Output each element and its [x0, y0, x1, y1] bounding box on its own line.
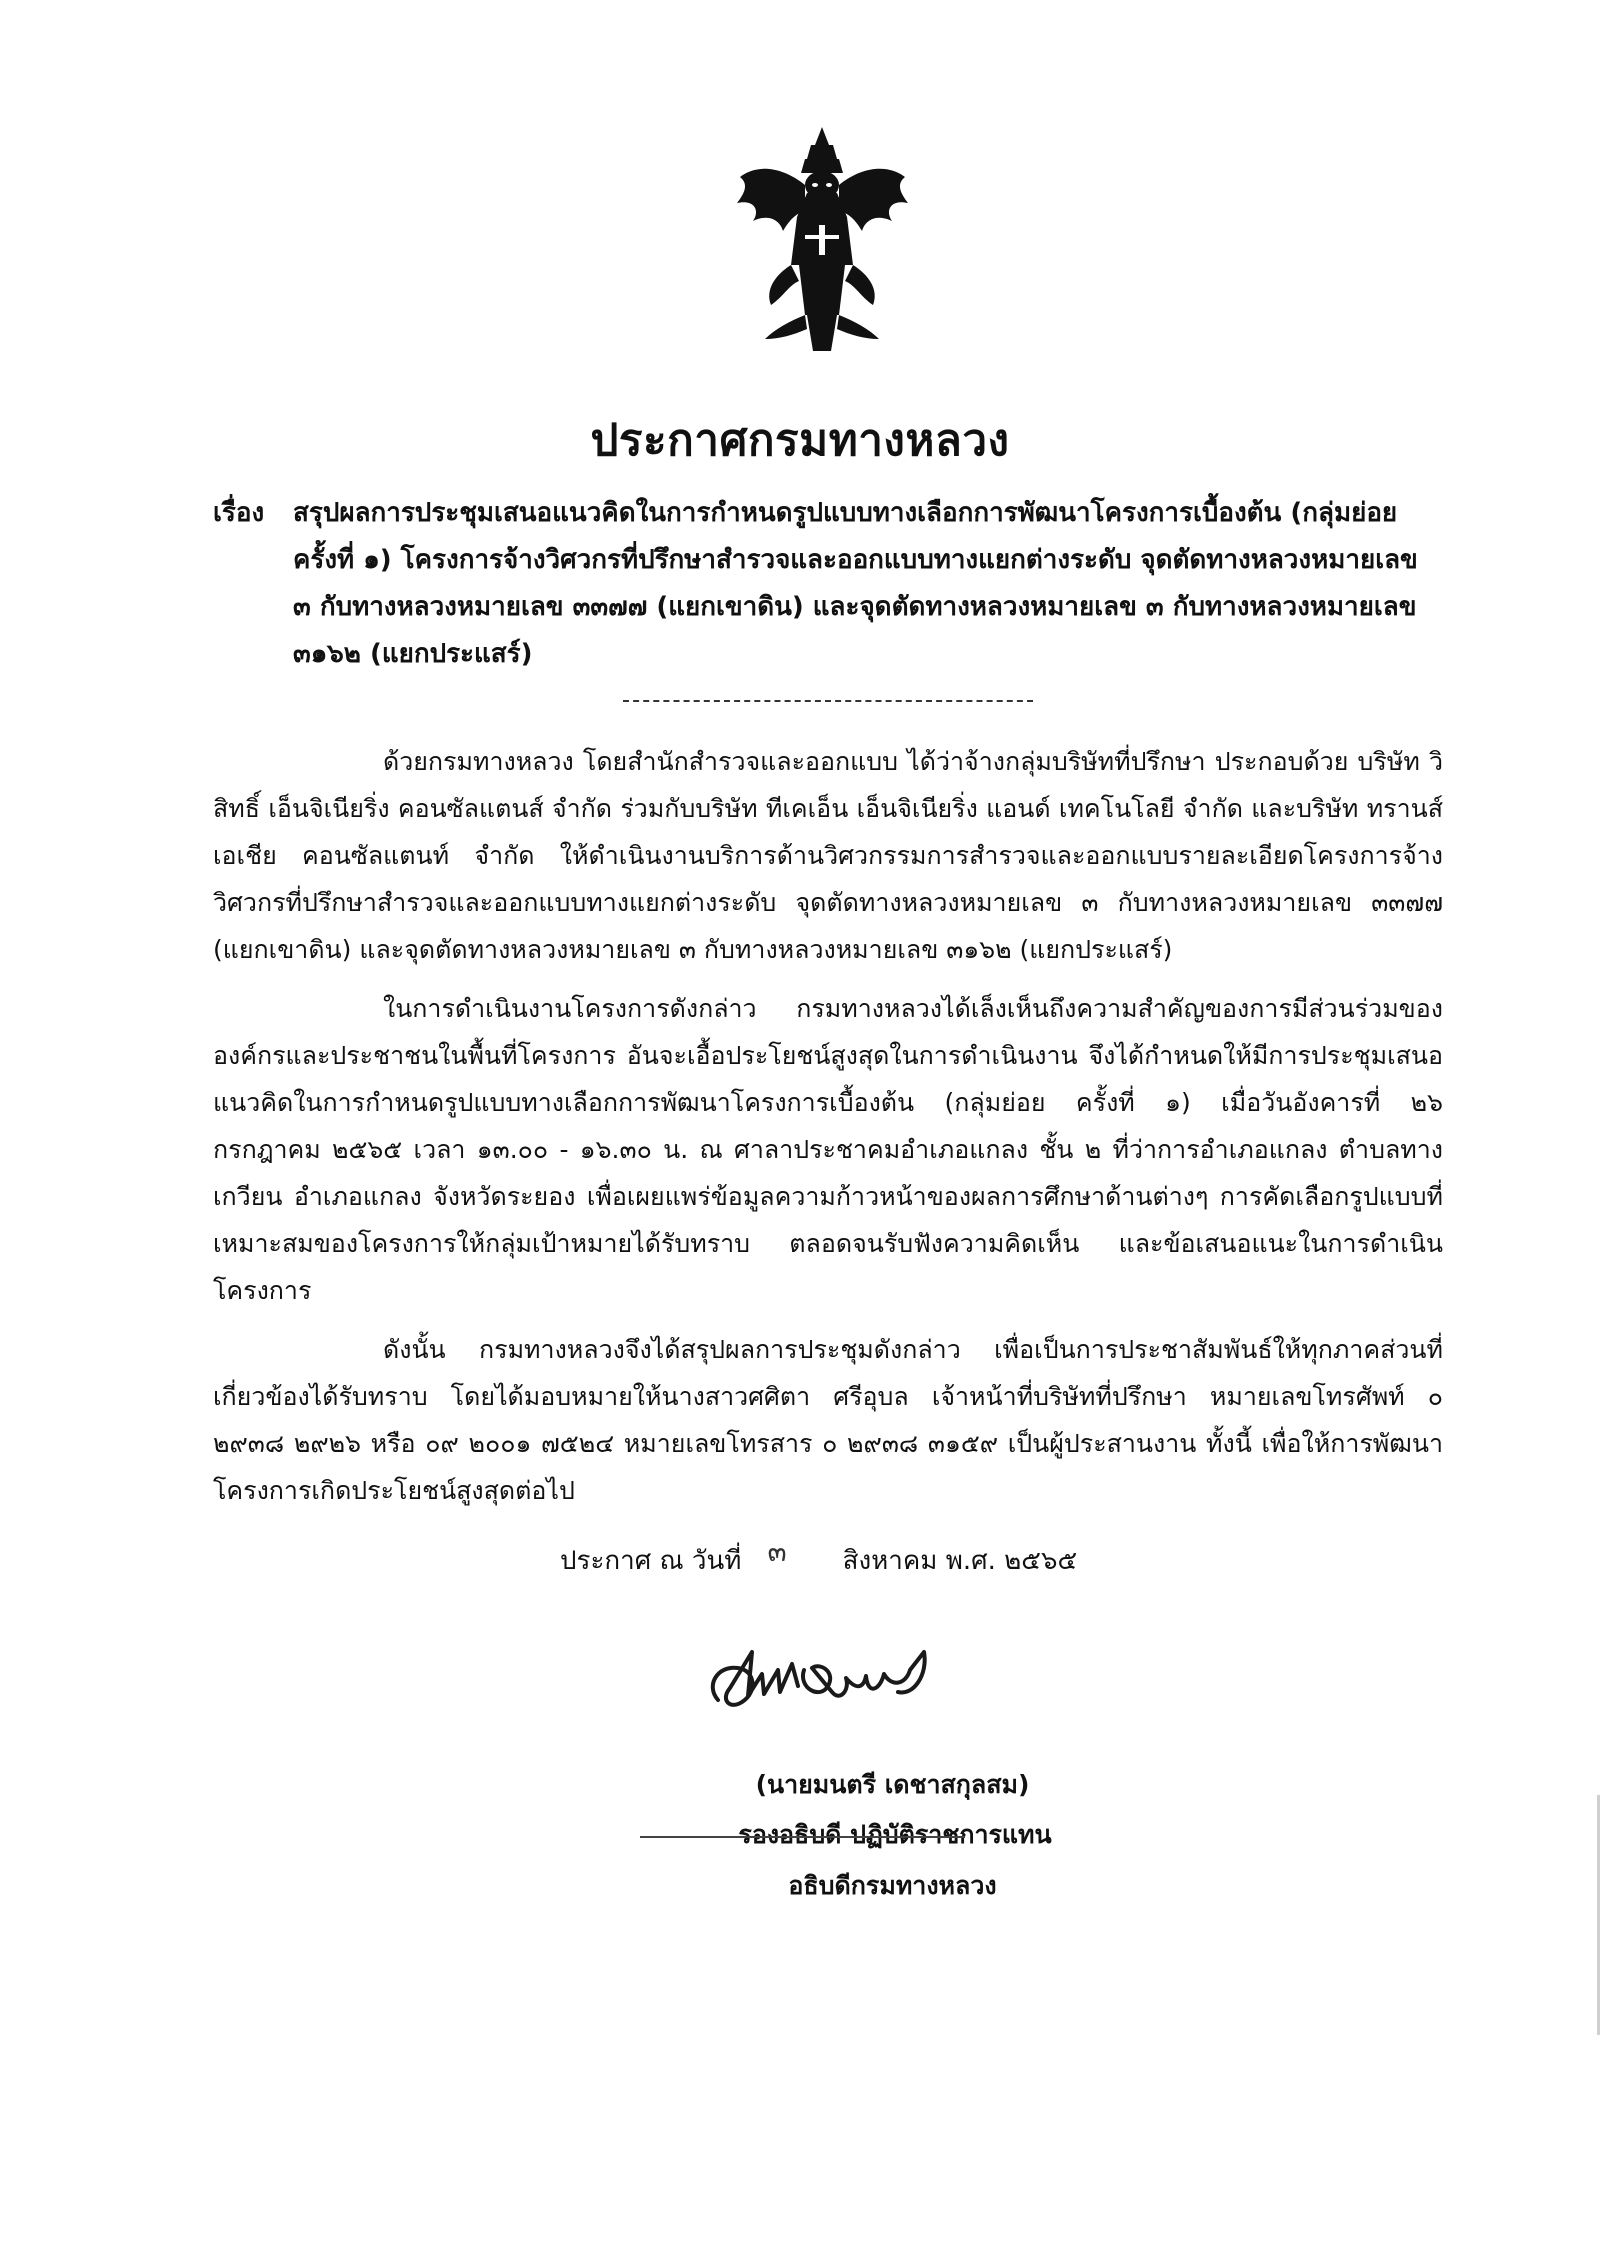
position-strike-line: [640, 1836, 965, 1838]
date-prefix: ประกาศ ณ วันที่: [560, 1546, 742, 1576]
signatory-position: รองอธิบดี ปฏิบัติราชการแทน: [738, 1820, 1052, 1849]
divider: [623, 700, 1033, 702]
signature-icon: [700, 1630, 945, 1730]
signatory-department: อธิบดีกรมทางหลวง: [788, 1871, 997, 1900]
date-day: ๓: [767, 1535, 787, 1568]
subject-text: สรุปผลการประชุมเสนอแนวคิดในการกำหนดรูปแบบทางเลือกการพัฒนาโครงการเบื้องต้น (กลุ่มย่อย ครั้งที่ ๑) โครงการจ้างวิศวกรที่ปรึกษาสำรวจและออกแบบทางแยกต่างระดับ จุดตัดทางหลวงหมายเลข ๓ กับทางหลวงหมายเลข ๓๓๗๗ (แยกเขาดิน) และจุดตัดทางหลวงหมายเลข ๓ กับทางหลวงหมายเลข ๓๑๖๒ (แยกประแสร์): [293, 498, 1418, 669]
date-month-year: สิงหาคม พ.ศ. ๒๕๖๕: [842, 1546, 1078, 1576]
announcement-date: [560, 1535, 1078, 1582]
subject-block: [213, 490, 1443, 678]
paragraph-1: ด้วยกรมทางหลวง โดยสำนักสำรวจและออกแบบ ได้ว่าจ้างกลุ่มบริษัทที่ปรึกษา ประกอบด้วย บริษัท วิสิทธิ์ เอ็นจิเนียริ่ง คอนซัลแตนส์ จำกัด ร่วมกับบริษัท ทีเคเอ็น เอ็นจิเนียริ่ง แอนด์ เทคโนโลยี จำกัด และบริษัท ทรานส์ เอเชีย คอนซัลแตนท์ จำกัด ให้ดำเนินงานบริการด้านวิศวกรรมการสำรวจและออกแบบรายละเอียดโครงการจ้างวิศวกรที่ปรึกษาสำรวจและออกแบบทางแยกต่างระดับ จุดตัดทางหลวงหมายเลข ๓ กับทางหลวงหมายเลข ๓๓๗๗ (แยกเขาดิน) และจุดตัดทางหลวงหมายเลข ๓ กับทางหลวงหมายเลข ๓๑๖๒ (แยกประแสร์): [213, 747, 1443, 964]
signatory-name: (นายมนตรี เดชาสกุลสม): [755, 1770, 1030, 1799]
body-text: [213, 738, 1443, 1526]
subject-label: เรื่อง: [213, 498, 265, 528]
paragraph-2: ในการดำเนินงานโครงการดังกล่าว กรมทางหลวงได้เล็งเห็นถึงความสำคัญของการมีส่วนร่วมขององค์กรและประชาชนในพื้นที่โครงการ อันจะเอื้อประโยชน์สูงสุดในการดำเนินงาน จึงได้กำหนดให้มีการประชุมเสนอแนวคิดในการกำหนดรูปแบบทางเลือกการพัฒนาโครงการเบื้องต้น (กลุ่มย่อย ครั้งที่ ๑) เมื่อวันอังคารที่ ๒๖ กรกฎาคม ๒๕๖๕ เวลา ๑๓.๐๐ - ๑๖.๓๐ น. ณ ศาลาประชาคมอำเภอแกลง ชั้น ๒ ที่ว่าการอำเภอแกลง ตำบลทางเกวียน อำเภอแกลง จังหวัดระยอง เพื่อเผยแพร่ข้อมูลความก้าวหน้าของผลการศึกษาด้านต่างๆ การคัดเลือกรูปแบบที่เหมาะสมของโครงการให้กลุ่มเป้าหมายได้รับทราบ ตลอดจนรับฟังความคิดเห็น และข้อเสนอแนะในการดำเนินโครงการ: [213, 994, 1443, 1305]
paragraph-3: ดังนั้น กรมทางหลวงจึงได้สรุปผลการประชุมดังกล่าว เพื่อเป็นการประชาสัมพันธ์ให้ทุกภาคส่วนที่เกี่ยวข้องได้รับทราบ โดยได้มอบหมายให้นางสาวศศิตา ศรีอุบล เจ้าหน้าที่บริษัทที่ปรึกษา หมายเลขโทรศัพท์ ๐ ๒๙๓๘ ๒๙๒๖ หรือ ๐๙ ๒๐๐๑ ๗๕๒๔ หมายเลขโทรสาร ๐ ๒๙๓๘ ๓๑๕๙ เป็นผู้ประสานงาน ทั้งนี้ เพื่อให้การพัฒนาโครงการเกิดประโยชน์สูงสุดต่อไป: [213, 1335, 1443, 1505]
garuda-emblem-icon: [735, 125, 910, 355]
page-title: ประกาศกรมทางหลวง: [590, 415, 1010, 466]
